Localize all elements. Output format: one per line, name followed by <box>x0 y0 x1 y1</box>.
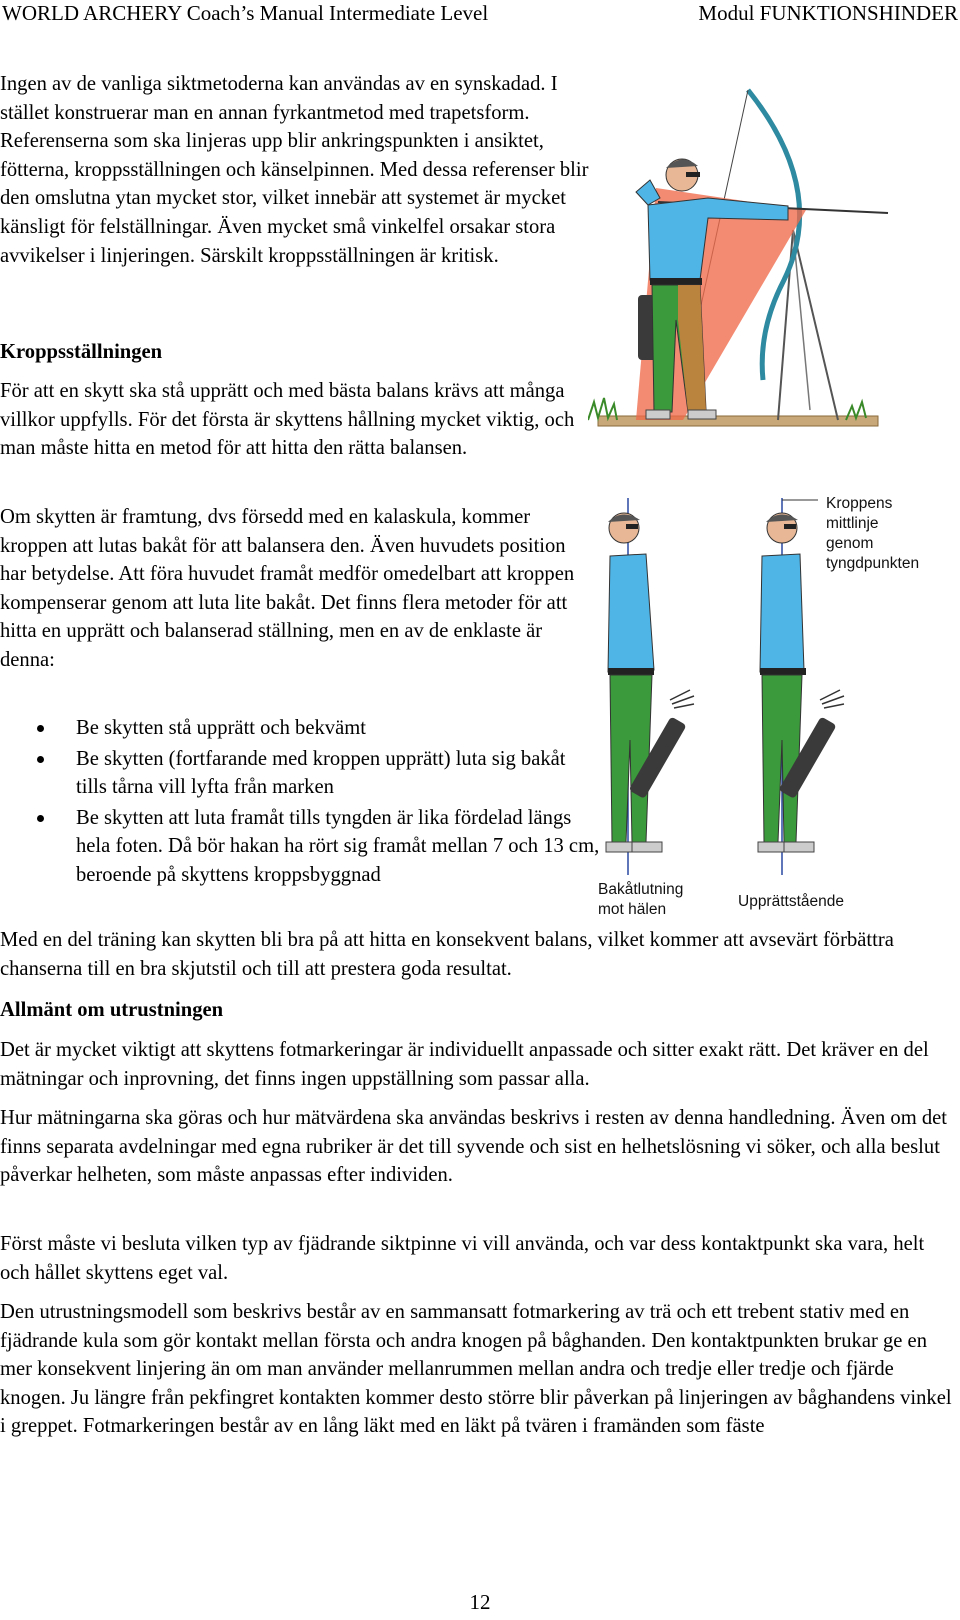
centerline-label: Kroppens mittlinje genom tyngdpunkten <box>826 495 920 572</box>
balance-steps-list <box>0 714 600 890</box>
list-item: Be skytten att luta framåt tills tyngden är lika fördelad längs hela foten. Då bör hakan ha rört sig framåt mellan 7 och 13 cm, beroende på skyttens kroppsbyggnad <box>0 804 600 890</box>
posture-paragraph: För att en skytt ska stå upprätt och med bästa balans krävs att många villkor uppfylls. För det första är skyttens hållning mycket viktig, och man måste hitta en metod för att hitta den rätta balansen. <box>0 380 575 460</box>
training-paragraph: Med en del träning kan skytten bli bra på att hitta en konsekvent balans, vilket kommer att avsevärt förbättra chanserna till en bra skjutstil och till att prestera goda resultat. <box>0 929 894 980</box>
section-heading: Kroppsställningen <box>0 341 163 363</box>
header-title: WORLD ARCHERY Coach’s Manual Intermediate Level <box>2 1 489 25</box>
archer-trapezoid-figure <box>588 80 960 450</box>
balance-paragraph: Om skytten är framtung, dvs försedd med en kalaskula, kommer kroppen att lutas bakåt för att balansera den. Även huvudets position har betydelse. Att föra huvudet framåt medför omedelbart att kroppen kompenserar genom att luta lite bakåt. Det finns flera metoder för att hitta en upprätt och balanserad ställning, men en av de enklaste är denna: <box>0 506 575 671</box>
leaning-back-archer <box>606 513 694 852</box>
page-header <box>0 0 960 30</box>
equipment-paragraph: Den utrustningsmodell som beskrivs består av en sammansatt fotmarkering av trä och ett trebent stativ med en fjädrande kula som gör kontakt mellan första och andra knogen på båghanden. Den kontaktpunkten brukar ge en mer konsekvent linjering än om man använder mellanrummen mellan andra och tredje eller tredje och fjärde knogen. Ju längre från pekfingret kontakten kommer desto större blir påverkan på linjeringen av båghandens vinkel i greppet. Fotmarkeringen består av en lång läkt med en läkt på tvären i framänden som fäste <box>0 1301 952 1438</box>
page-number: 12 <box>469 1590 491 1614</box>
section-utrustningen <box>0 996 955 1024</box>
measurements-paragraph: Hur mätningarna ska göras och hur mätvärdena ska användas beskrivs i resten av denna handledning. Även om det finns separata avdelningar med egna rubriker är det till syvende och sist en helhetslösning vi söker, och alla beslut påverkar helheten, som måste anpassas efter individen. <box>0 1107 948 1187</box>
header-module: Modul FUNKTIONSHINDER <box>698 1 958 25</box>
section-heading: Allmänt om utrustningen <box>0 999 224 1021</box>
list-item: Be skytten stå upprätt och bekvämt <box>0 714 600 743</box>
sight-pin-paragraph: Först måste vi besluta vilken typ av fjädrande siktpinne vi vill använda, och var dess kontaktpunkt ska vara, helt och hållet skyttens eget val. <box>0 1233 925 1284</box>
list-item: Be skytten (fortfarande med kroppen upprätt) luta sig bakåt tills tårna vill lyfta från marken <box>0 745 600 802</box>
intro-paragraph: Ingen av de vanliga siktmetoderna kan användas av en synskadad. I stället konstruerar man en annan fyrkantmetod med trapetsform. Referenserna som ska linjeras upp blir ankringspunkten i ansiktet, fötterna, kroppsställningen och känselpinnen. Med dessa referenser blir den omslutna ytan mycket stor, vilket innebär att systemet är mycket känsligt för felställningar. Även mycket små vinkelfel orsakar stora avvikelser i linjeringen. Särskilt kroppsställningen är kritisk. <box>0 73 589 267</box>
foot-markers-paragraph: Det är mycket viktigt att skyttens fotmarkeringar är individuellt anpassade och sitter exakt rätt. Det kräver en del mätningar och inprovning, det finns ingen uppställning som passar alla. <box>0 1039 929 1090</box>
upright-label: Upprättstående <box>738 893 844 910</box>
lean-back-label: Bakåtlutning mot hälen <box>598 881 684 918</box>
section-kroppsstallningen <box>0 338 595 366</box>
